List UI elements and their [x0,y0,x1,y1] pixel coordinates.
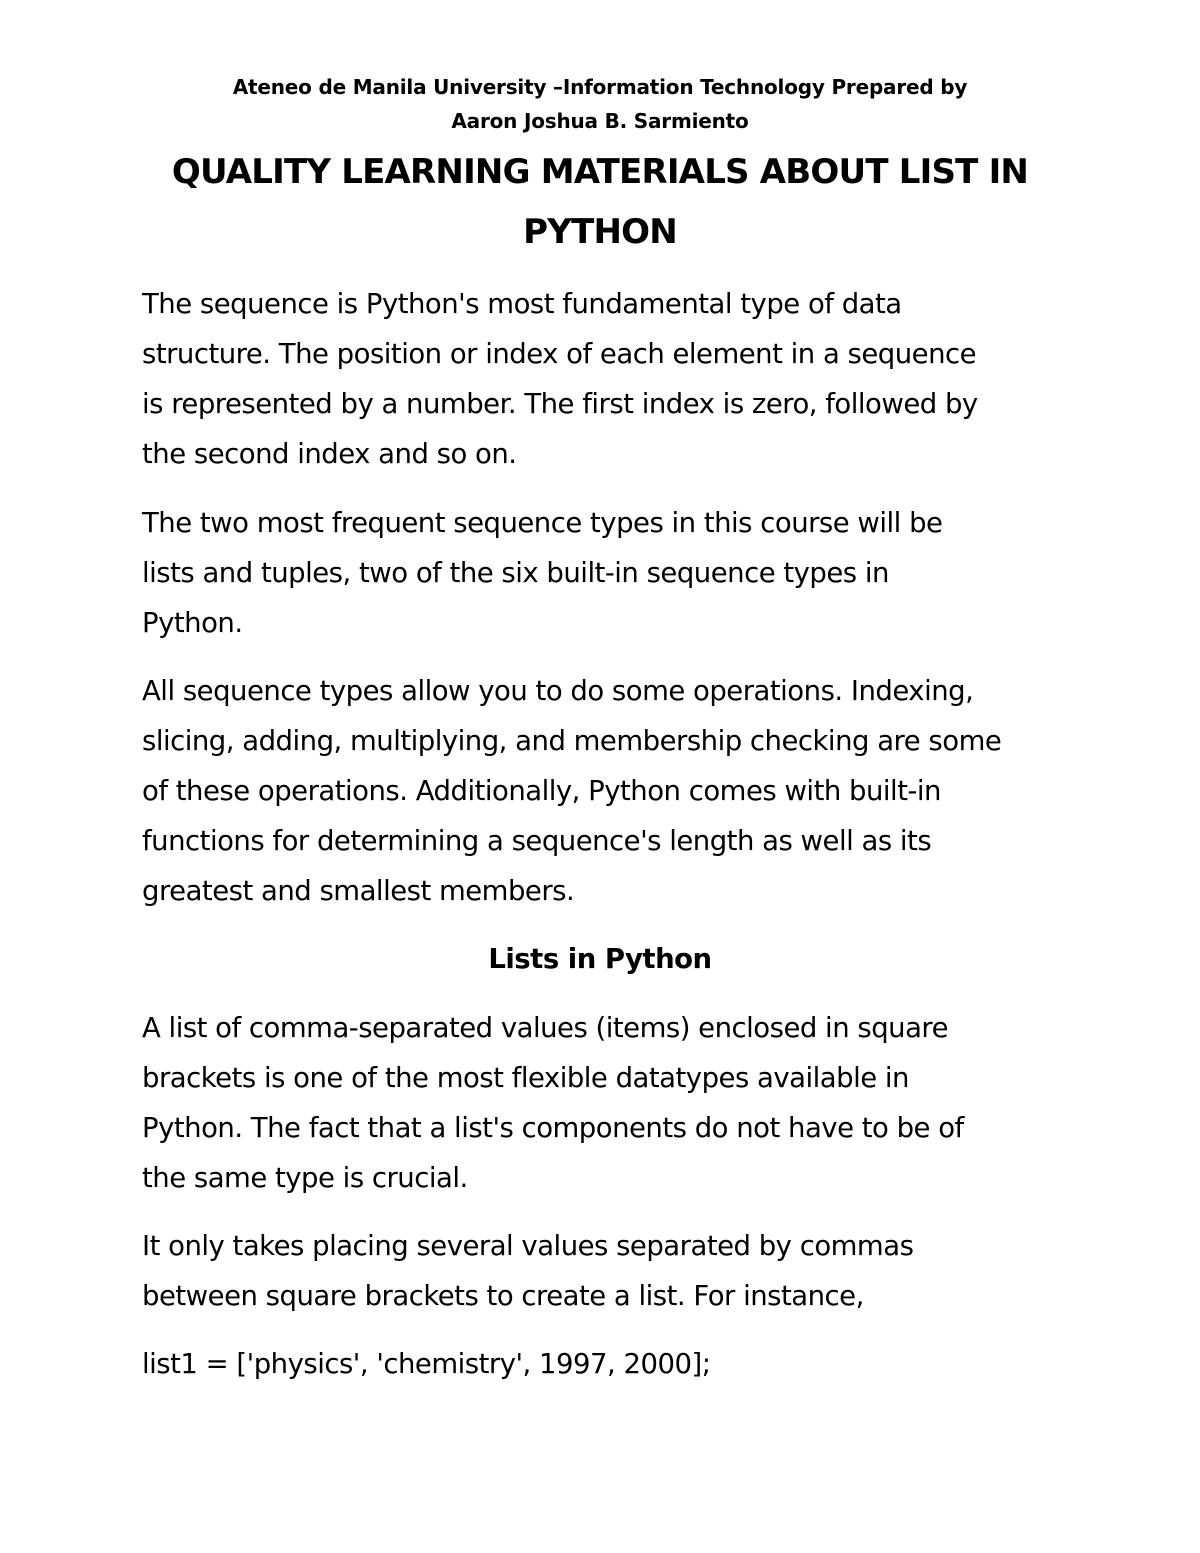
paragraph-line: A list of comma-separated values (items) enclosed in square [142,1012,949,1044]
paragraph-line: lists and tuples, two of the six built-in sequence types in [142,557,889,589]
section-heading-lists: Lists in Python [488,943,712,975]
paragraph-line: the same type is crucial. [142,1162,468,1194]
paragraph-line: slicing, adding, multiplying, and membership checking are some [142,725,1002,757]
paragraph-sequence-intro [142,279,1072,479]
document-header [100,70,1100,138]
paragraph-line: between square brackets to create a list. For instance, [142,1280,864,1312]
document-title [100,142,1100,262]
paragraph-line: The sequence is Python's most fundamental type of data [142,288,902,320]
paragraph-line: It only takes placing several values separated by commas [142,1230,914,1262]
header-affiliation: Ateneo de Manila University –Information Technology Prepared by [232,75,968,99]
paragraph-sequence-operations [142,666,1072,916]
paragraph-line: the second index and so on. [142,438,517,470]
paragraph-line: of these operations. Additionally, Python comes with built-in [142,775,941,807]
paragraph-line: The two most frequent sequence types in this course will be [142,507,943,539]
paragraph-line: functions for determining a sequence's length as well as its [142,825,932,857]
code-example-list1 [142,1339,1072,1389]
paragraph-line: Python. The fact that a list's components do not have to be of [142,1112,964,1144]
header-author: Aaron Joshua B. Sarmiento [451,109,749,133]
paragraph-lists-intro [142,1003,1072,1203]
paragraph-line: structure. The position or index of each element in a sequence [142,338,977,370]
paragraph-line: brackets is one of the most flexible datatypes available in [142,1062,909,1094]
paragraph-sequence-types [142,498,1072,648]
code-line: list1 = ['physics', 'chemistry', 1997, 2000]; [142,1348,711,1380]
paragraph-line: greatest and smallest members. [142,875,575,907]
paragraph-list-creation [142,1221,1072,1321]
paragraph-line: is represented by a number. The first index is zero, followed by [142,388,978,420]
paragraph-line: All sequence types allow you to do some operations. Indexing, [142,675,974,707]
title-line-1: QUALITY LEARNING MATERIALS ABOUT LIST IN [171,152,1029,192]
title-line-2: PYTHON [523,212,677,252]
paragraph-line: Python. [142,607,243,639]
